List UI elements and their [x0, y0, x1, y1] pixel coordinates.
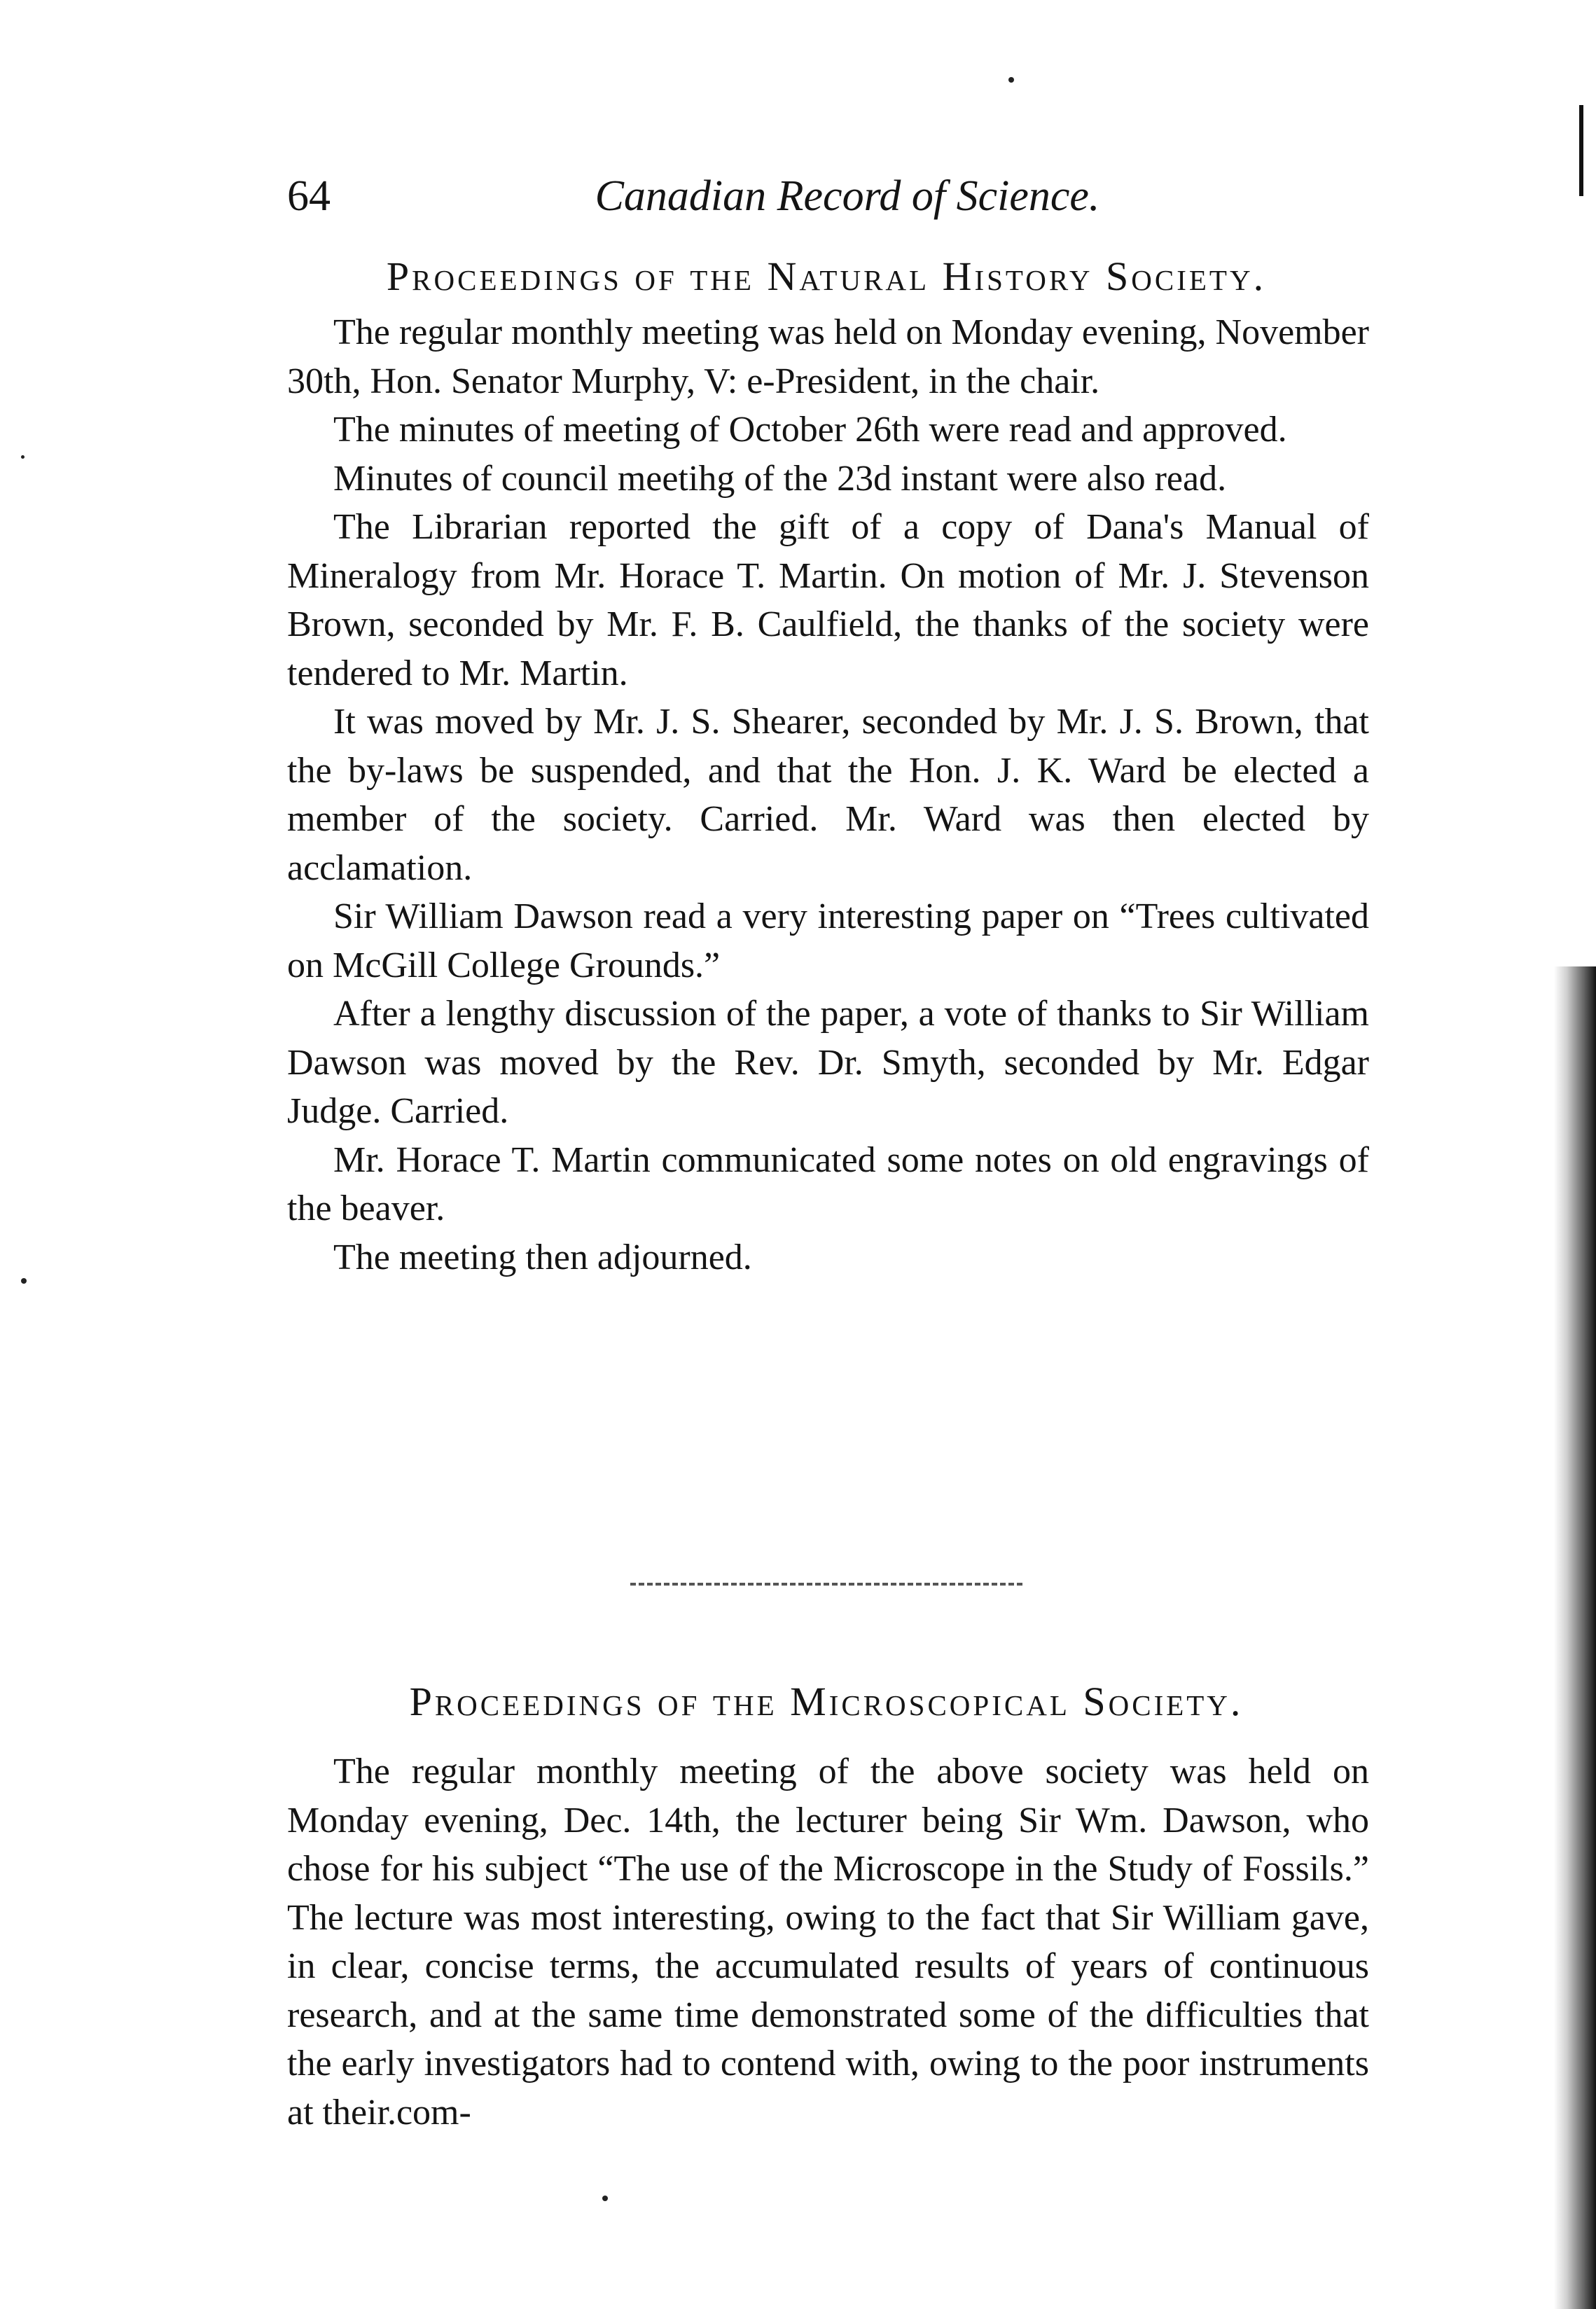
section-title-microscopical: Proceedings of the Microscopical Society. [409, 1679, 1244, 1724]
page-header [280, 165, 1373, 228]
paragraph: It was moved by Mr. J. S. Shearer, seconded by Mr. J. S. Brown, that the by-laws be suspended, and that the Hon. J. K. Ward be elected a member of the society. Carried. Mr. Ward was then elected by acclamation. [287, 702, 1369, 888]
paragraph: After a lengthy discussion of the paper, a vote of thanks to Sir William Dawson was moved by the Rev. Dr. Smyth, seconded by Mr. Edgar Judge. Carried. [287, 994, 1369, 1131]
paragraph: The minutes of meeting of October 26th were read and approved. [333, 410, 1287, 450]
section-body-natural-history [287, 308, 1369, 1282]
section-body-microscopical [287, 1747, 1369, 2137]
scan-speck [1008, 77, 1014, 83]
paragraph: The regular monthly meeting of the above society was held on Monday evening, Dec. 14th, the lecturer being Sir Wm. Dawson, who chose for his subject “The use of the Microscope in the Study of Fossils.” The lecture was most interesting, owing to the fact that Sir William gave, in clear, concise terms, the accumulated results of years of continuous research, and at the same time demonstrated some of the difficulties that the early investigators had to contend with, owing to the poor instruments at their.com- [287, 1752, 1369, 2133]
paragraph: Minutes of council meetihg of the 23d instant were also read. [333, 458, 1227, 499]
paragraph: The Librarian reported the gift of a copy of Dana's Manual of Mineralogy from Mr. Horace T. Martin. On motion of Mr. J. Stevenson Brown, seconded by Mr. F. B. Caulfield, the thanks of the society were tendered to Mr. Martin. [287, 507, 1369, 693]
paragraph: The regular monthly meeting was held on Monday evening, November 30th, Hon. Senator Murphy, V: e-President, in the chair. [287, 312, 1369, 401]
paragraph: Sir William Dawson read a very interesting paper on “Trees cultivated on McGill College Grounds.” [287, 896, 1369, 985]
scan-speck [21, 455, 25, 459]
section-title-natural-history: Proceedings of the Natural History Society. [386, 254, 1267, 299]
page-edge-shadow [1554, 966, 1596, 2309]
page-number: 64 [287, 172, 331, 220]
paragraph: Mr. Horace T. Martin communicated some notes on old engravings of the beaver. [287, 1139, 1369, 1228]
scan-speck [602, 2196, 608, 2201]
section-divider [630, 1583, 1022, 1586]
running-title: Canadian Record of Science. [595, 172, 1100, 220]
paragraph: The meeting then adjourned. [333, 1237, 752, 1277]
page-edge-mark [1579, 105, 1583, 196]
scan-speck [21, 1278, 27, 1284]
